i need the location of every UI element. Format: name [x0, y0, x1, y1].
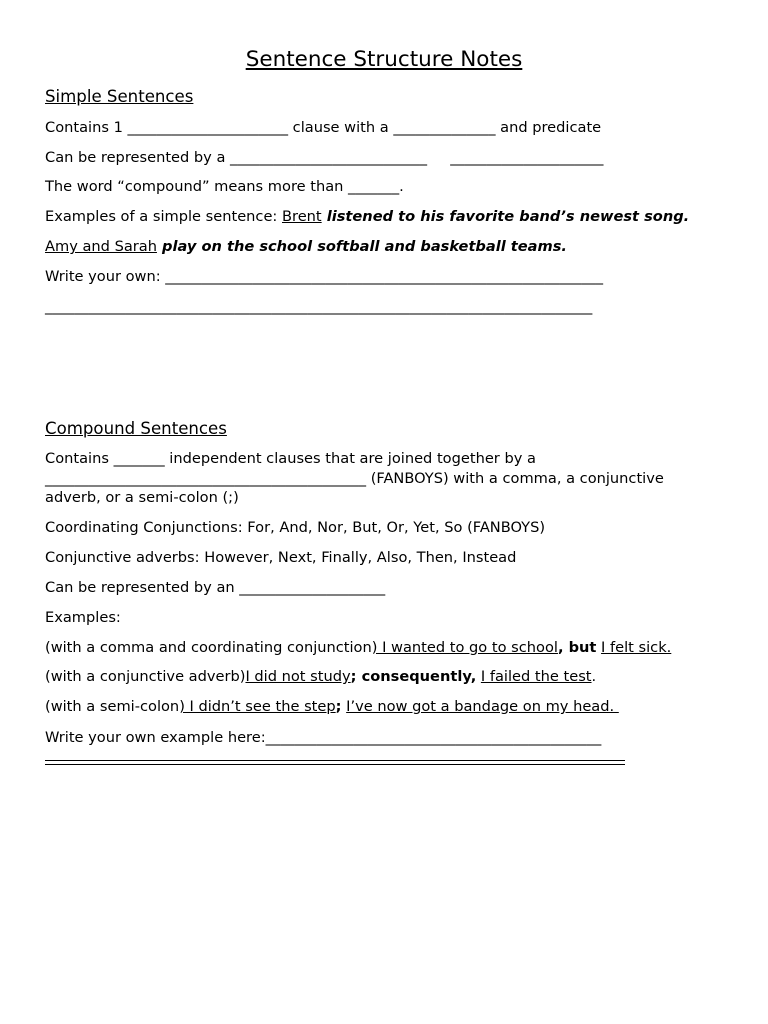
compound-contains-line-2: ____________________________________________ (FANBOYS) with a comma, a conjunctive	[45, 470, 664, 487]
example-type: (with a conjunctive adverb)	[45, 668, 246, 685]
example-predicate: play on the school softball and basketball teams.	[156, 238, 567, 255]
compound-example-adverb: (with a conjunctive adverb)I did not study; consequently, I failed the test.	[45, 668, 597, 685]
simple-example-2	[45, 238, 567, 256]
simple-represented-line: Can be represented by a ___________________________ _____________________	[45, 149, 604, 166]
example-clause-1: ) I wanted to go to school	[371, 639, 558, 656]
example-predicate: listened to his favorite band’s newest song.	[321, 208, 690, 225]
coordinating-conjunctions-line: Coordinating Conjunctions: For, And, Nor, But, Or, Yet, So (FANBOYS)	[45, 519, 546, 536]
simple-example-1	[45, 208, 689, 226]
example-clause-2: I felt sick.	[601, 639, 672, 656]
examples-label: Examples:	[45, 609, 121, 626]
example-clause-2: I’ve now got a bandage on my head.	[346, 698, 619, 715]
example-type: (with a semi-colon	[45, 698, 180, 715]
example-label: Examples of a simple sentence:	[45, 208, 282, 225]
simple-sentences-heading: Simple Sentences	[45, 87, 194, 106]
simple-write-line: ___________________________________________________________________________	[45, 298, 593, 315]
compound-contains-line-1: Contains _______ independent clauses that are joined together by a	[45, 450, 536, 467]
example-subject: Brent	[282, 208, 322, 225]
example-joiner: , but	[557, 639, 597, 656]
compound-represented-line: Can be represented by an ____________________	[45, 579, 386, 596]
simple-write-own: Write your own: ____________________________________________________________	[45, 268, 604, 285]
compound-contains-line-3: adverb, or a semi-colon (;)	[45, 489, 239, 506]
example-joiner: ;	[335, 698, 342, 715]
example-joiner: ; consequently,	[350, 668, 477, 685]
compound-example-semicolon	[45, 698, 619, 716]
example-clause-1: I did not study	[245, 668, 351, 685]
write-line-rule	[45, 760, 625, 761]
example-clause-2: I failed the test	[480, 668, 592, 685]
compound-word-line: The word “compound” means more than _______.	[45, 178, 404, 195]
compound-write-own: Write your own example here:______________________________________________	[45, 729, 602, 746]
example-subject: Amy and Sarah	[45, 238, 157, 255]
simple-contains-line: Contains 1 ______________________ clause with a ______________ and predicate	[45, 119, 602, 136]
example-type: (with a comma and coordinating conjunction	[45, 639, 372, 656]
example-clause-1: ) I didn’t see the step	[179, 698, 336, 715]
write-line-rule	[45, 764, 625, 765]
conjunctive-adverbs-line: Conjunctive adverbs: However, Next, Finally, Also, Then, Instead	[45, 549, 517, 566]
compound-example-comma	[45, 639, 671, 657]
compound-sentences-heading: Compound Sentences	[45, 419, 227, 438]
page-title: Sentence Structure Notes	[245, 47, 523, 72]
